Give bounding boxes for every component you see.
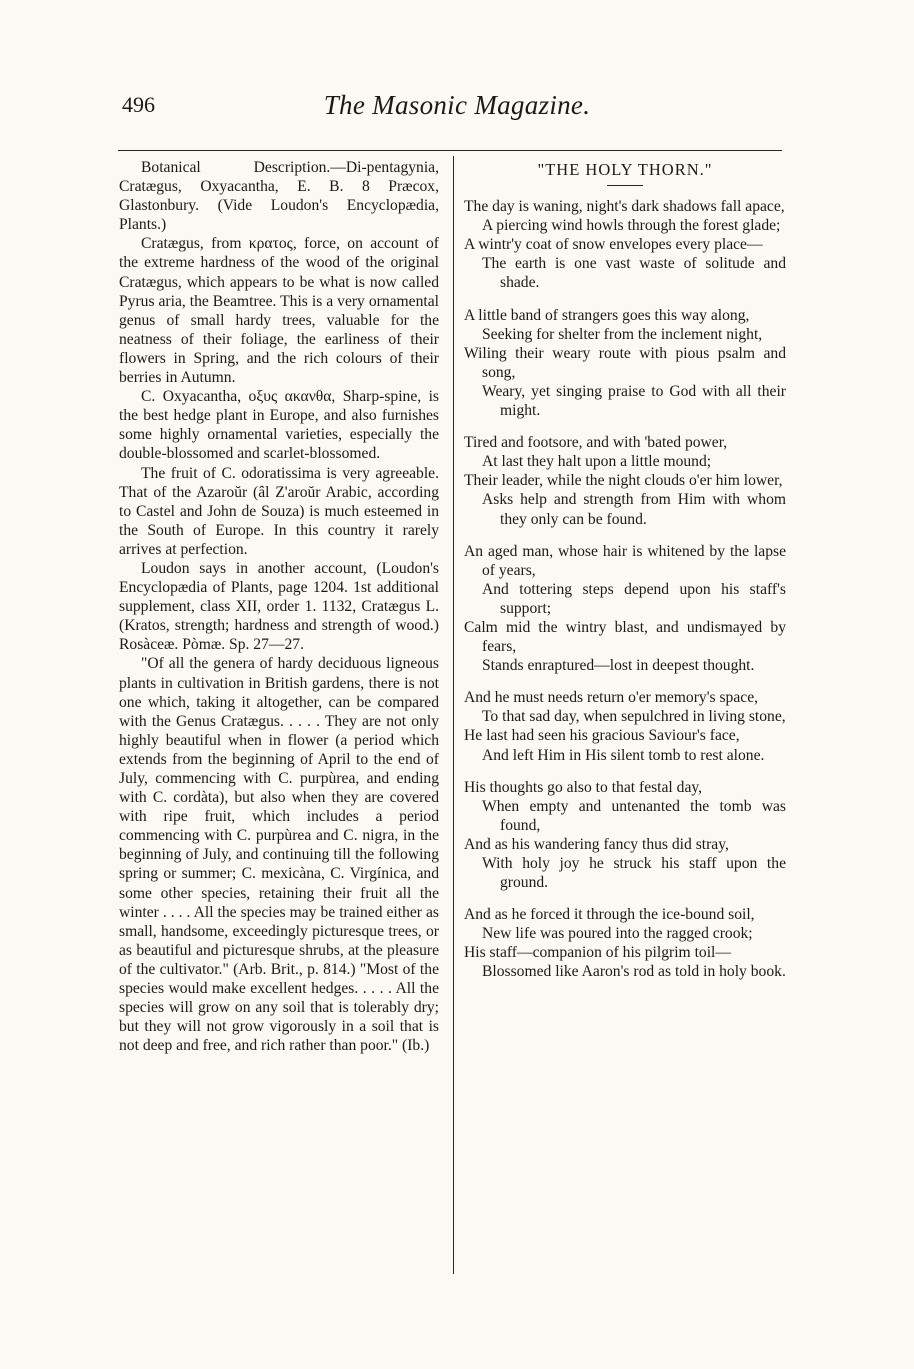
running-title: The Masonic Magazine. xyxy=(323,90,591,120)
poem-line: Blossomed like Aaron's rod as told in holy book. xyxy=(482,963,786,981)
paragraph: Loudon says in another account, (Loudon's Encyclopædia of Plants, page 1204. 1st additional supplement, class XII, order 1. 1132, Cratægus L. (Kratos, strength; hardness and strength of wood.) Rosàceæ. Pòmæ. Sp. 27—27. xyxy=(119,559,439,654)
poem-line: The earth is one vast waste of solitude and shade. xyxy=(482,255,786,292)
poem-line: He last had seen his gracious Saviour's face, xyxy=(464,727,740,745)
poem-line: At last they halt upon a little mound; xyxy=(482,453,712,471)
poem-line: To that sad day, when sepulchred in living stone, xyxy=(482,708,786,726)
paragraph: Cratægus, from κρατος, force, on account of the extreme hardness of the wood of the original Cratægus, which appears to be what is now called Pyrus aria, the Beamtree. This is a very ornamental genus of small hardy trees, valuable for the neatness of their foliage, the earliness of their flowers in Spring, and the rich colours of their berries in Autumn. xyxy=(119,235,439,387)
poem-line: Asks help and strength from Him with whom they only can be found. xyxy=(482,491,786,528)
stanza xyxy=(464,778,786,893)
paragraph: Botanical Description.—Di-pentagynia, Cratægus, Oxyacantha, E. B. 8 Præcox, Glastonbury. (Vide Loudon's Encyclopædia, Plants.) xyxy=(119,159,439,234)
poem-line: And as he forced it through the ice-bound soil, xyxy=(464,906,755,924)
poem-line: With holy joy he struck his staff upon the ground. xyxy=(482,855,786,892)
poem-line: Their leader, while the night clouds o'er him lower, xyxy=(464,472,783,490)
page-number: 496 xyxy=(122,92,155,117)
stanza xyxy=(464,688,786,764)
poem-line: When empty and untenanted the tomb was found, xyxy=(482,797,786,834)
poem-line: A wintr'y coat of snow envelopes every place— xyxy=(464,236,763,254)
paragraph: The fruit of C. odoratissima is very agreeable. That of the Azaroŭr (âl Z'aroŭr Arabic, according to Castel and John de Souza) is much esteemed in the South of Europe. In this country it rarely arrives at perfection. xyxy=(119,464,439,558)
poem-line: Seeking for shelter from the inclement night, xyxy=(482,325,763,343)
stanza xyxy=(464,197,786,292)
stanza xyxy=(464,905,786,981)
poem-line: Tired and footsore, and with 'bated power, xyxy=(464,434,728,452)
poem-line: His staff—companion of his pilgrim toil— xyxy=(464,944,731,962)
title-rule xyxy=(607,185,643,186)
poem-line: New life was poured into the ragged crook; xyxy=(482,925,753,943)
poem-line: And he must needs return o'er memory's space, xyxy=(464,689,759,707)
right-column xyxy=(464,158,786,995)
paragraph: "Of all the genera of hardy deciduous ligneous plants in cultivation in British gardens, there is not one which, taking it altogether, can be compared with the Genus Cratægus. . . . . They are not only highly beautiful when in flower (a period which extends from the beginning of April to the end of July, commencing with C. purpùrea, and ending with C. cordàta), but also when they are covered with ripe fruit, which includes a period commencing with C. purpùrea and C. nigra, in the beginning of July, and continuing till the following spring or summer; C. mexicàna, C. Virgínica, and some other species, retaining their fruit all the winter . . . . All the species may be trained either as small, handsome, exceedingly picturesque trees, or as beautiful and picturesque shrubs, at the pleasure of the cultivator." (Arb. Brit., p. 814.) "Most of the species would make excellent hedges. . . . . All the species will grow on any soil that is tolerably dry; but they will not grow vigorously in a soil that is not deep and free, and rich rather than poor." (Ib.) xyxy=(119,655,439,1055)
poem-line: Weary, yet singing praise to God with all their might. xyxy=(482,382,786,420)
poem-line: And left Him in His silent tomb to rest alone. xyxy=(482,746,765,764)
stanza xyxy=(464,542,786,676)
poem-line: And as his wandering fancy thus did stray, xyxy=(464,835,729,853)
paragraph: C. Oxyacantha, οξυς ακανθα, Sharp-spine, is the best hedge plant in Europe, and also furnishes some highly ornamental varieties, especially the double-blossomed and scarlet-blossomed. xyxy=(119,388,439,463)
poem-line: The day is waning, night's dark shadows fall apace, xyxy=(464,198,785,216)
poem-title: "THE HOLY THORN." xyxy=(537,160,713,179)
poem-line: A piercing wind howls through the forest glade; xyxy=(482,217,781,235)
poem-line: And tottering steps depend upon his staff's support; xyxy=(482,580,786,617)
stanza xyxy=(464,433,786,528)
poem-line: Wiling their weary route with pious psalm and song, xyxy=(464,344,786,381)
poem-line: His thoughts go also to that festal day, xyxy=(464,778,703,796)
left-column xyxy=(119,158,439,1055)
header-rule xyxy=(118,150,782,151)
column-divider xyxy=(453,156,454,1274)
stanza xyxy=(464,306,786,421)
poem-line: Stands enraptured—lost in deepest thought. xyxy=(482,657,755,675)
poem-line: A little band of strangers goes this way along, xyxy=(464,306,750,324)
poem-line: An aged man, whose hair is whitened by the lapse of years, xyxy=(464,542,786,579)
poem-line: Calm mid the wintry blast, and undismayed by fears, xyxy=(464,618,786,656)
